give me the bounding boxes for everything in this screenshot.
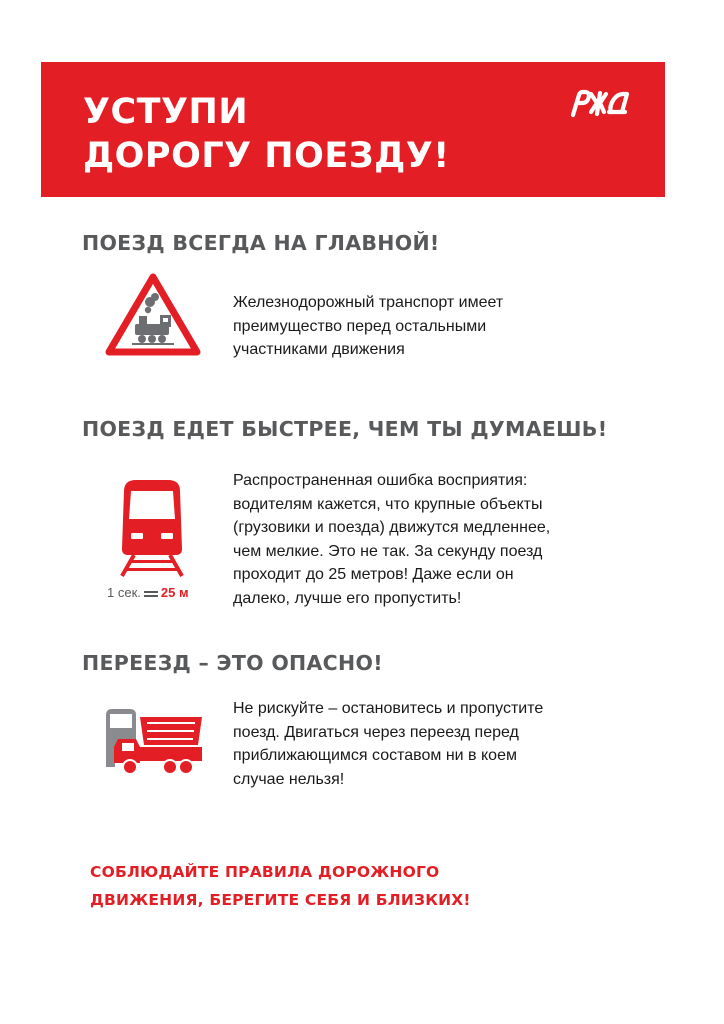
speed-label (107, 585, 189, 600)
speed-distance: 25 м (160, 585, 189, 600)
text-line: поезд. Двигаться через переезд перед (233, 723, 519, 741)
section-heading-priority: ПОЕЗД ВСЕГДА НА ГЛАВНОЙ! (82, 231, 440, 255)
page-title (83, 90, 450, 178)
text-line: Распространенная ошибка восприятия: (233, 472, 528, 489)
text-line: преимущество перед остальными (233, 317, 487, 335)
text-line: Железнодорожный транспорт имеет (233, 294, 504, 311)
dump-truck-icon (100, 705, 206, 777)
text-line: чем мелкие. Это не так. За секунду поезд (233, 542, 543, 560)
text-line: проходит до 25 метров! Даже если он (233, 566, 514, 583)
text-line: далеко, лучше его пропустить! (233, 589, 462, 607)
section-heading-speed: ПОЕЗД ЕДЕТ БЫСТРЕЕ, ЧЕМ ТЫ ДУМАЕШЬ! (82, 417, 608, 441)
speed-time: 1 сек. (107, 585, 141, 600)
footer-slogan (90, 858, 471, 914)
train-crossing-warning-icon (104, 272, 202, 358)
header-banner (41, 62, 665, 197)
rzd-logo (567, 88, 631, 118)
footer-line-1: СОБЛЮДАЙТЕ ПРАВИЛА ДОРОЖНОГО (90, 863, 440, 881)
footer-line-2: ДВИЖЕНИЯ, БЕРЕГИТЕ СЕБЯ И БЛИЗКИХ! (90, 891, 471, 909)
text-line: Не рискуйте – остановитесь и пропустите (233, 700, 544, 717)
title-line-2: ДОРОГУ ПОЕЗДУ! (83, 136, 450, 176)
section-text-speed (233, 469, 603, 610)
text-line: водителям кажется, что крупные объекты (233, 495, 543, 513)
title-line-1: УСТУПИ (83, 92, 249, 132)
text-line: участниками движения (233, 341, 405, 358)
text-line: (грузовики и поезда) движутся медленнее, (233, 519, 551, 536)
equals-icon (144, 591, 158, 597)
section-text-danger (233, 697, 603, 791)
section-text-priority (233, 291, 603, 362)
text-line: случае нельзя! (233, 770, 345, 788)
text-line: приближающимся составом ни в коем (233, 747, 517, 764)
section-heading-danger: ПЕРЕЕЗД – ЭТО ОПАСНО! (82, 651, 383, 675)
train-front-icon (112, 477, 192, 577)
